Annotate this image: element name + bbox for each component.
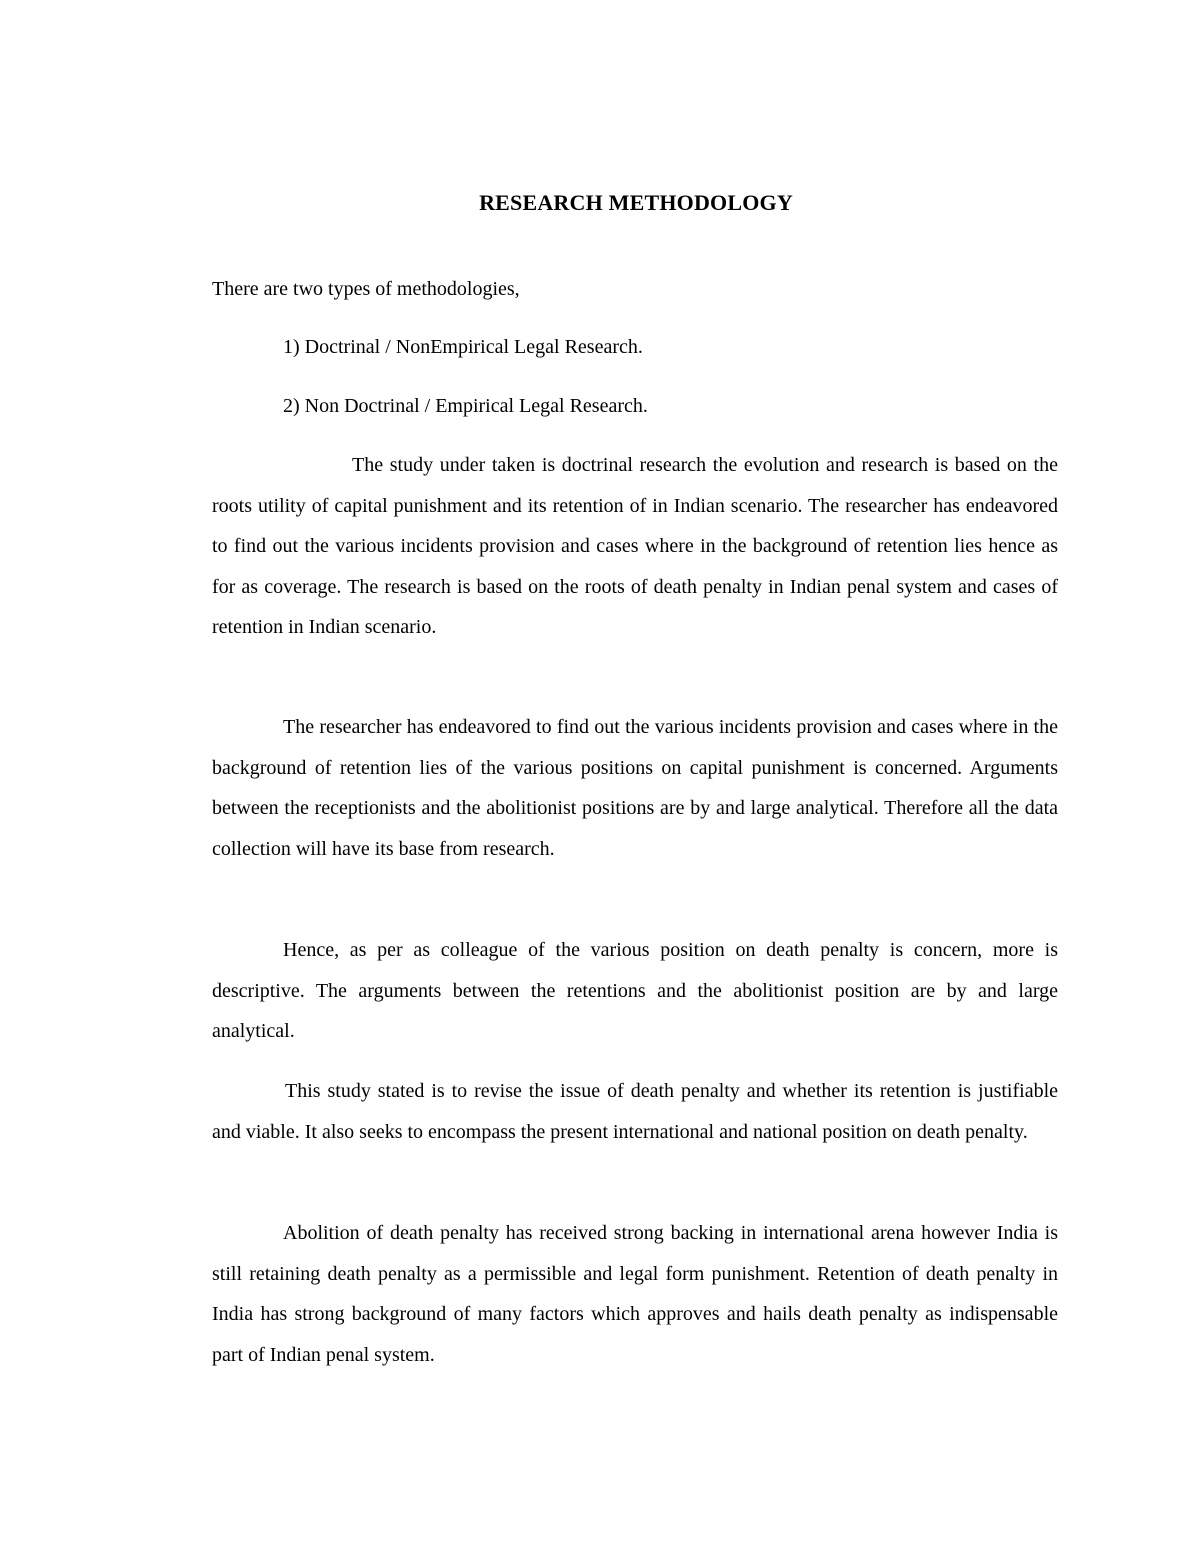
paragraph: The study under taken is doctrinal research the evolution and research is based on the roots utility of capital punishment and its retention of in Indian scenario. The researcher has endeavored to find out the various incidents provision and cases where in the background of retention lies hence as for as coverage. The research is based on the roots of death penalty in Indian penal system and cases of retention in Indian scenario. — [212, 454, 1058, 638]
list-item: 2) Non Doctrinal / Empirical Legal Research. — [283, 395, 648, 417]
intro-text: There are two types of methodologies, — [212, 278, 520, 300]
list-item: 1) Doctrinal / NonEmpirical Legal Research. — [283, 336, 643, 358]
paragraph: This study stated is to revise the issue of death penalty and whether its retention is justifiable and viable. It also seeks to encompass the present international and national position on death penalty. — [212, 1080, 1058, 1143]
page-title: RESEARCH METHODOLOGY — [479, 190, 793, 215]
paragraph: The researcher has endeavored to find out the various incidents provision and cases where in the background of retention lies of the various positions on capital punishment is concerned. Arguments between the receptionists and the abolitionist positions are by and large analytical. Therefore all the data collection will have its base from research. — [212, 716, 1058, 860]
paragraph: Hence, as per as colleague of the various position on death penalty is concern, more is descriptive. The arguments between the retentions and the abolitionist position are by and large analytical. — [212, 939, 1058, 1042]
paragraph: Abolition of death penalty has received strong backing in international arena however India is still retaining death penalty as a permissible and legal form punishment. Retention of death penalty in India has strong background of many factors which approves and hails death penalty as indispensable part of Indian penal system. — [212, 1222, 1058, 1366]
